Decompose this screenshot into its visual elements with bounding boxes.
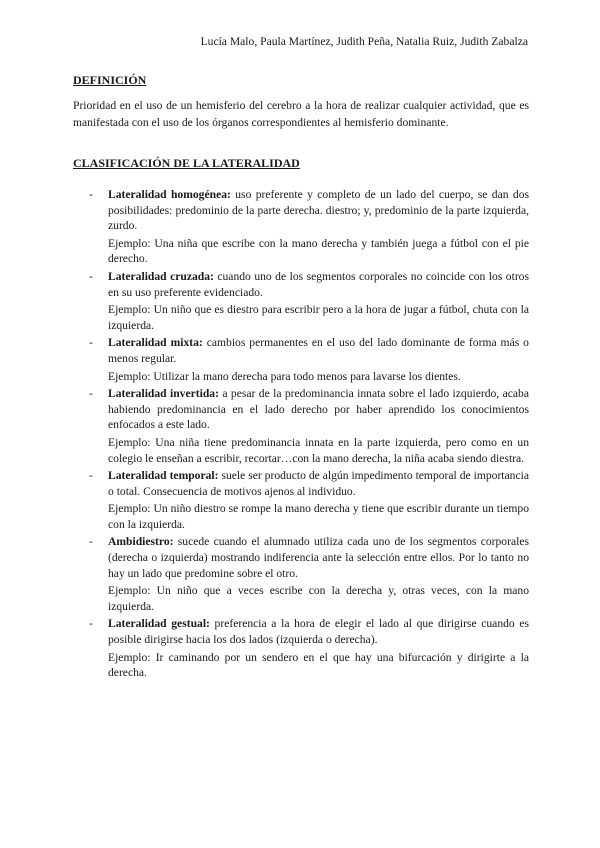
- list-item-body: [108, 386, 529, 466]
- list-item-body: [108, 187, 529, 267]
- item-description: a pesar de la predominancia innata sobre el lado izquierdo, acaba habiendo predominancia en el lado derecho por haber aprendido los conocimientos enfocados a este lado.: [108, 387, 529, 432]
- item-example: Ejemplo: Una niña que escribe con la mano derecha y también juega a fútbol con el pie derecho.: [108, 236, 529, 266]
- item-term: Lateralidad homogénea:: [108, 188, 231, 201]
- item-term: Lateralidad cruzada:: [108, 269, 214, 283]
- item-example: Ejemplo: Un niño que a veces escribe con la derecha y, otras veces, con la mano izquierda.: [108, 584, 529, 613]
- item-description-paragraph: [108, 386, 529, 433]
- item-example: Ejemplo: Un niño que es diestro para escribir pero a la hora de jugar a fútbol, chuta con la izquierda.: [108, 303, 529, 332]
- definition-paragraph: Prioridad en el uso de un hemisferio del cerebro a la hora de realizar cualquier actividad, que es manifestada con el uso de los órganos correspondientes al hemisferio dominante.: [73, 99, 529, 129]
- list-item: [0, 534, 600, 614]
- list-item: [0, 187, 600, 267]
- item-description-paragraph: [108, 468, 529, 499]
- item-description: cambios permanentes en el uso del lado dominante de forma más o menos regular.: [108, 336, 529, 365]
- list-item: [0, 386, 600, 466]
- item-description-paragraph: [108, 269, 529, 300]
- item-example: Ejemplo: Utilizar la mano derecha para todo menos para lavarse los dientes.: [108, 369, 461, 383]
- bullet-dash: -: [89, 535, 93, 549]
- item-description: sucede cuando el alumnado utiliza cada uno de los segmentos corporales (derecha o izquierda) mostrando indiferencia ante la selección entre ellos. Por lo tanto no hay un lado que predomine sobre el otro.: [108, 535, 529, 580]
- laterality-list: [0, 187, 600, 681]
- item-description: preferencia a la hora de elegir el lado al que dirigirse cuando es posible dirigirse hacia los dos lados (izquierda o derecha).: [108, 617, 530, 647]
- item-description: suele ser producto de algún impedimento temporal de importancia o total. Consecuencia de motivos ajenos al individuo.: [108, 469, 529, 498]
- list-item-body: [108, 335, 529, 384]
- item-description: cuando uno de los segmentos corporales no coincide con los otros en su uso preferente evidenciado.: [108, 269, 529, 299]
- item-term: Lateralidad mixta:: [108, 336, 203, 350]
- section-title-definicion: DEFINICIÓN: [73, 73, 147, 87]
- authors-header: Lucía Malo, Paula Martínez, Judith Peña, Natalia Ruiz, Judith Zabalza: [200, 35, 528, 48]
- list-item-body: [108, 468, 529, 532]
- item-example: Ejemplo: Ir caminando por un sendero en el que hay una bifurcación y dirigirte a la derecha.: [108, 650, 529, 680]
- item-term: Ambidiestro:: [108, 535, 174, 549]
- bullet-dash: -: [89, 387, 93, 401]
- bullet-dash: -: [89, 188, 93, 201]
- bullet-dash: -: [89, 617, 93, 631]
- bullet-dash: -: [89, 269, 93, 283]
- bullet-dash: -: [89, 336, 93, 350]
- item-term: Lateralidad temporal:: [108, 469, 219, 483]
- item-description-paragraph: [108, 335, 529, 366]
- item-term: Lateralidad gestual:: [108, 617, 210, 631]
- list-item-body: [108, 269, 529, 333]
- item-description-paragraph: [108, 534, 529, 581]
- section-title-clasificacion: CLASIFICACIÓN DE LA LATERALIDAD: [73, 156, 300, 170]
- list-item-body: [108, 616, 529, 680]
- list-item: [0, 468, 600, 532]
- item-description: uso preferente y completo de un lado del cuerpo, se dan dos posibilidades: predominio de la parte derecha. diestro; y, predominio de la parte izquierda, zurdo.: [108, 188, 530, 233]
- item-description-paragraph: [108, 616, 529, 647]
- bullet-dash: -: [89, 469, 93, 483]
- list-item: [0, 335, 600, 384]
- list-item: [0, 269, 600, 333]
- item-example: Ejemplo: Una niña tiene predominancia innata en la parte izquierda, pero como en un colegio le enseñan a escribir, recortar…con la mano derecha, la niña acaba siendo diestra.: [108, 435, 529, 465]
- item-description-paragraph: [108, 187, 529, 234]
- item-term: Lateralidad invertida:: [108, 387, 219, 401]
- list-item: [0, 616, 600, 680]
- list-item-body: [108, 534, 529, 614]
- item-example: Ejemplo: Un niño diestro se rompe la mano derecha y tiene que escribir durante un tiempo con la izquierda.: [108, 502, 529, 531]
